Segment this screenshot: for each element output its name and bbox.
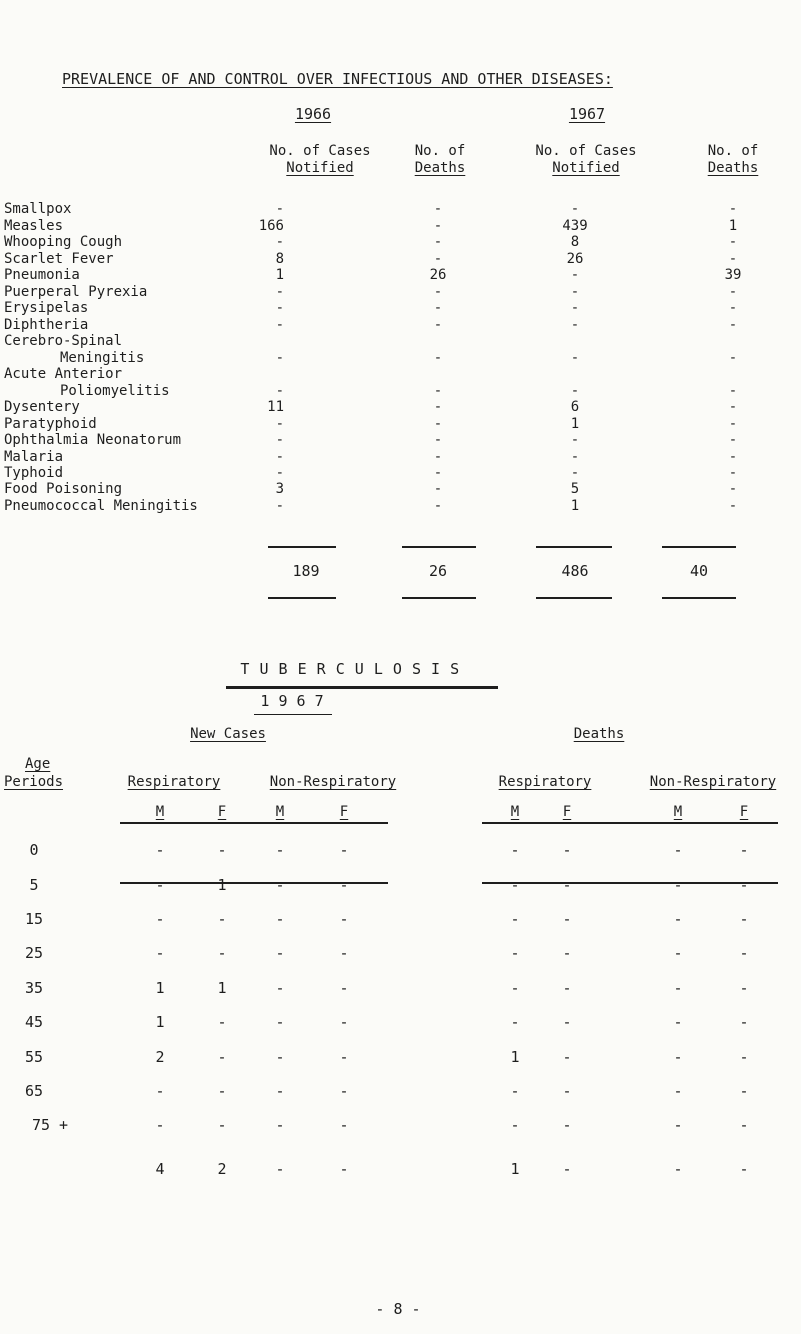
tb-age-period: 35	[24, 979, 44, 997]
total-deaths-1966: 26	[428, 562, 448, 580]
tb-value: -	[275, 876, 285, 894]
disease-value-d67: -	[728, 284, 738, 300]
cases-header-1966-line1: No. of Cases	[269, 143, 371, 159]
disease-value-c67: -	[570, 201, 580, 217]
tb-value: -	[339, 1116, 349, 1134]
tb-value: 1	[155, 1013, 165, 1031]
tb-value: 1	[510, 1048, 520, 1066]
disease-value-d67: -	[728, 300, 738, 316]
disease-value-d67: -	[728, 317, 738, 333]
tb-value: 1	[217, 979, 227, 997]
disease-label: Diphtheria	[4, 317, 89, 333]
disease-value-d66: -	[433, 350, 443, 366]
page-number: - 8 -	[375, 1300, 421, 1318]
tb-value: -	[562, 1082, 572, 1100]
tb-rule-top-new-cases	[120, 822, 388, 824]
tb-value: -	[673, 944, 683, 962]
rule-top-cases-1967	[536, 546, 612, 548]
tb-value: 2	[155, 1048, 165, 1066]
tb-sex-header: M	[510, 804, 520, 820]
tb-title: T U B E R C U L O S I S	[240, 660, 460, 678]
disease-value-c67: -	[570, 465, 580, 481]
tb-value: -	[673, 876, 683, 894]
disease-label: Typhoid	[4, 465, 64, 481]
disease-label: Measles	[4, 218, 64, 234]
tb-value: -	[155, 1082, 165, 1100]
tb-value: -	[217, 1082, 227, 1100]
tb-total-value: -	[339, 1160, 349, 1178]
cases-header-1967-line1: No. of Cases	[535, 143, 637, 159]
disease-value-c66: 166	[258, 218, 284, 234]
disease-value-d67: -	[728, 432, 738, 448]
tb-total-value: -	[275, 1160, 285, 1178]
tb-rule-top-deaths	[482, 822, 778, 824]
tb-value: -	[562, 1116, 572, 1134]
disease-value-c66: -	[275, 449, 284, 465]
tb-value: -	[739, 910, 749, 928]
disease-value-c67: 1	[570, 498, 580, 514]
tb-value: -	[339, 944, 349, 962]
tb-group-deaths-non-respiratory: Non-Respiratory	[649, 774, 777, 790]
disease-value-d67: -	[728, 399, 738, 415]
disease-value-c66: -	[275, 416, 284, 432]
disease-value-c67: 439	[562, 218, 588, 234]
tb-value: -	[339, 1082, 349, 1100]
rule-bottom-cases-1966	[268, 597, 336, 599]
disease-value-c66: 1	[275, 267, 284, 283]
disease-value-c66: -	[275, 383, 284, 399]
disease-label: Erysipelas	[4, 300, 89, 316]
tb-total-value: 1	[510, 1160, 520, 1178]
tb-value: -	[275, 979, 285, 997]
disease-value-c66: -	[275, 300, 284, 316]
disease-value-d67: -	[728, 498, 738, 514]
tb-rule-bottom-deaths	[482, 882, 778, 884]
tb-value: -	[339, 979, 349, 997]
tb-sex-header: M	[155, 804, 165, 820]
disease-value-d67: -	[728, 465, 738, 481]
disease-value-c66: 8	[275, 251, 284, 267]
tb-age-header-line2: Periods	[4, 774, 64, 790]
disease-label: Poliomyelitis	[60, 383, 170, 399]
tb-value: -	[217, 910, 227, 928]
disease-value-d67: 39	[724, 267, 742, 283]
deaths-header-1966-line1: No. of	[414, 143, 466, 159]
tb-value: -	[510, 944, 520, 962]
disease-label: Food Poisoning	[4, 481, 123, 497]
tb-group-new-non-respiratory: Non-Respiratory	[269, 774, 397, 790]
disease-value-d67: -	[728, 416, 738, 432]
tb-value: -	[562, 944, 572, 962]
tb-value: -	[275, 910, 285, 928]
tb-sex-header: F	[562, 804, 572, 820]
disease-label: Ophthalmia Neonatorum	[4, 432, 182, 448]
tb-value: -	[739, 944, 749, 962]
tb-group-deaths-respiratory: Respiratory	[498, 774, 592, 790]
tb-sex-header: F	[739, 804, 749, 820]
disease-value-d67: -	[728, 350, 738, 366]
disease-value-d66: -	[433, 432, 443, 448]
disease-label: Puerperal Pyrexia	[4, 284, 148, 300]
tb-value: -	[510, 1116, 520, 1134]
disease-value-d67: 1	[728, 218, 738, 234]
tb-total-value: -	[739, 1160, 749, 1178]
rule-bottom-deaths-1967	[662, 597, 736, 599]
tb-sex-header: F	[339, 804, 349, 820]
tb-age-header-line1: Age	[25, 756, 51, 772]
tb-year: 1 9 6 7	[260, 692, 324, 710]
disease-label: Malaria	[4, 449, 64, 465]
deaths-header-1967-line1: No. of	[707, 143, 759, 159]
tb-value: -	[217, 944, 227, 962]
disease-value-c67: 26	[566, 251, 584, 267]
disease-value-d66: -	[433, 465, 443, 481]
rule-bottom-cases-1967	[536, 597, 612, 599]
disease-value-c66: 3	[275, 481, 284, 497]
tb-value: -	[217, 841, 227, 859]
rule-top-cases-1966	[268, 546, 336, 548]
disease-value-c67: -	[570, 449, 580, 465]
disease-value-c67: 1	[570, 416, 580, 432]
disease-value-c67: -	[570, 383, 580, 399]
tb-value: -	[510, 979, 520, 997]
year-1966-heading: 1966	[294, 105, 332, 123]
disease-value-c66: -	[275, 432, 284, 448]
tb-age-period: 15	[24, 910, 44, 928]
tb-deaths-heading: Deaths	[573, 726, 625, 742]
tb-age-period: 0	[29, 841, 39, 859]
disease-value-d66: -	[433, 234, 443, 250]
tb-value: -	[673, 1082, 683, 1100]
disease-value-d66: -	[433, 383, 443, 399]
disease-value-d66: -	[433, 416, 443, 432]
tb-value: -	[217, 1013, 227, 1031]
tb-value: -	[562, 1013, 572, 1031]
disease-value-c67: -	[570, 350, 580, 366]
tb-value: -	[562, 876, 572, 894]
tb-value: -	[510, 910, 520, 928]
tb-value: -	[739, 1048, 749, 1066]
disease-value-c67: 6	[570, 399, 580, 415]
deaths-header-1967-line2: Deaths	[707, 160, 759, 176]
tb-value: -	[510, 1082, 520, 1100]
tb-value: -	[673, 1116, 683, 1134]
page-title: PREVALENCE OF AND CONTROL OVER INFECTIOUS AND OTHER DISEASES:	[62, 70, 613, 88]
disease-value-d67: -	[728, 481, 738, 497]
disease-value-c66: 11	[267, 399, 284, 415]
tb-value: -	[339, 876, 349, 894]
tb-value: -	[155, 876, 165, 894]
disease-label: Acute Anterior	[4, 366, 123, 382]
disease-value-d66: -	[433, 300, 443, 316]
tb-value: -	[562, 1048, 572, 1066]
tb-title-underline	[226, 686, 498, 689]
tb-year-underline	[254, 714, 332, 715]
tb-total-value: 4	[155, 1160, 165, 1178]
disease-value-c66: -	[275, 234, 284, 250]
tb-age-period: 75 +	[31, 1116, 69, 1134]
disease-label: Cerebro-Spinal	[4, 333, 123, 349]
tb-rule-bottom-new-cases	[120, 882, 388, 884]
disease-value-c67: 8	[570, 234, 580, 250]
tb-total-value: -	[673, 1160, 683, 1178]
disease-value-d66: -	[433, 251, 443, 267]
tb-sex-header: M	[673, 804, 683, 820]
disease-value-d67: -	[728, 201, 738, 217]
disease-value-d67: -	[728, 449, 738, 465]
disease-value-c67: -	[570, 267, 580, 283]
tb-value: 1	[155, 979, 165, 997]
disease-value-d66: -	[433, 201, 443, 217]
disease-value-d67: -	[728, 234, 738, 250]
tb-value: -	[673, 1048, 683, 1066]
disease-value-d66: 26	[429, 267, 447, 283]
tb-value: 1	[217, 876, 227, 894]
disease-value-c67: 5	[570, 481, 580, 497]
tb-value: -	[155, 841, 165, 859]
deaths-header-1966-line2: Deaths	[414, 160, 466, 176]
tb-value: -	[155, 910, 165, 928]
tb-value: -	[739, 876, 749, 894]
disease-value-c66: -	[275, 350, 284, 366]
tb-value: -	[673, 1013, 683, 1031]
tb-value: -	[339, 910, 349, 928]
disease-value-c66: -	[275, 284, 284, 300]
tb-age-period: 55	[24, 1048, 44, 1066]
tb-age-period: 65	[24, 1082, 44, 1100]
tb-sex-header: F	[217, 804, 227, 820]
disease-value-c66: -	[275, 465, 284, 481]
tb-value: -	[275, 1116, 285, 1134]
disease-label: Meningitis	[60, 350, 145, 366]
tb-group-new-respiratory: Respiratory	[127, 774, 221, 790]
disease-value-d66: -	[433, 284, 443, 300]
tb-value: -	[510, 1013, 520, 1031]
tb-value: -	[155, 1116, 165, 1134]
disease-value-d66: -	[433, 481, 443, 497]
tb-new-cases-heading: New Cases	[190, 726, 266, 742]
tb-value: -	[339, 1048, 349, 1066]
tb-value: -	[562, 979, 572, 997]
tb-value: -	[673, 979, 683, 997]
tb-total-value: -	[562, 1160, 572, 1178]
tb-total-value: 2	[217, 1160, 227, 1178]
tb-value: -	[275, 1048, 285, 1066]
rule-top-deaths-1967	[662, 546, 736, 548]
disease-value-c67: -	[570, 300, 580, 316]
rule-top-deaths-1966	[402, 546, 476, 548]
disease-value-c67: -	[570, 432, 580, 448]
tb-value: -	[739, 1116, 749, 1134]
tb-value: -	[673, 910, 683, 928]
disease-value-d67: -	[728, 251, 738, 267]
tb-sex-header: M	[275, 804, 285, 820]
disease-value-c67: -	[570, 284, 580, 300]
disease-value-c66: -	[275, 498, 284, 514]
tb-value: -	[562, 910, 572, 928]
disease-label: Whooping Cough	[4, 234, 123, 250]
tb-value: -	[739, 979, 749, 997]
tb-value: -	[739, 1013, 749, 1031]
disease-label: Smallpox	[4, 201, 72, 217]
tb-age-period: 5	[29, 876, 39, 894]
tb-value: -	[275, 1082, 285, 1100]
year-1967-heading: 1967	[568, 105, 606, 123]
disease-label: Scarlet Fever	[4, 251, 114, 267]
tb-value: -	[739, 841, 749, 859]
total-cases-1966: 189	[292, 562, 320, 580]
disease-label: Dysentery	[4, 399, 80, 415]
tb-value: -	[217, 1048, 227, 1066]
tb-value: -	[339, 841, 349, 859]
disease-value-d66: -	[433, 317, 443, 333]
disease-value-d66: -	[433, 449, 443, 465]
total-deaths-1967: 40	[689, 562, 709, 580]
tb-value: -	[739, 1082, 749, 1100]
tb-value: -	[510, 841, 520, 859]
rule-bottom-deaths-1966	[402, 597, 476, 599]
disease-value-d66: -	[433, 218, 443, 234]
tb-value: -	[275, 944, 285, 962]
tb-value: -	[510, 876, 520, 894]
tb-value: -	[275, 841, 285, 859]
disease-label: Pneumococcal Meningitis	[4, 498, 198, 514]
disease-value-d66: -	[433, 498, 443, 514]
disease-label: Paratyphoid	[4, 416, 97, 432]
tb-value: -	[155, 944, 165, 962]
disease-value-c66: -	[275, 317, 284, 333]
tb-value: -	[562, 841, 572, 859]
tb-value: -	[339, 1013, 349, 1031]
tb-value: -	[217, 1116, 227, 1134]
tb-age-period: 45	[24, 1013, 44, 1031]
disease-value-c66: -	[275, 201, 284, 217]
tb-value: -	[673, 841, 683, 859]
disease-value-d67: -	[728, 383, 738, 399]
cases-header-1967-line2: Notified	[552, 160, 620, 176]
disease-value-c67: -	[570, 317, 580, 333]
disease-label: Pneumonia	[4, 267, 80, 283]
cases-header-1966-line2: Notified	[286, 160, 354, 176]
disease-value-d66: -	[433, 399, 443, 415]
tb-value: -	[275, 1013, 285, 1031]
total-cases-1967: 486	[561, 562, 589, 580]
tb-age-period: 25	[24, 944, 44, 962]
